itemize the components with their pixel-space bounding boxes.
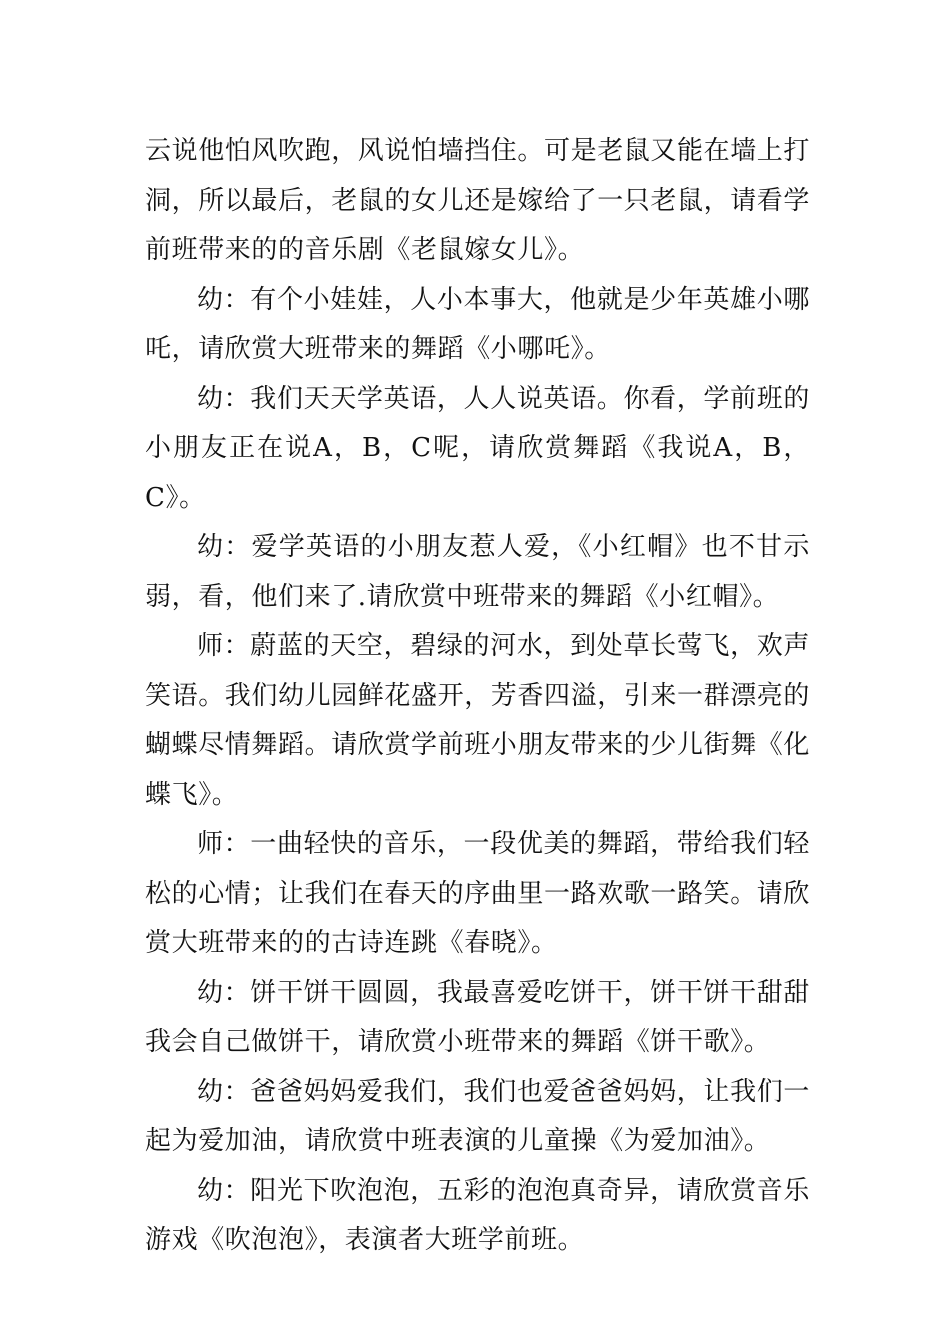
paragraph: 幼：阳光下吹泡泡，五彩的泡泡真奇异，请欣赏音乐游戏《吹泡泡》，表演者大班学前班。 [145,1175,810,1255]
document-body [145,127,810,1266]
paragraph: 幼：爸爸妈妈爱我们，我们也爱爸爸妈妈，让我们一起为爱加油，请欣赏中班表演的儿童操《为爱加油》。 [145,1076,810,1156]
paragraph: 幼：我们天天学英语，人人说英语。你看，学前班的小朋友正在说A，B，C呢，请欣赏舞蹈《我说A，B，C》。 [145,383,810,513]
paragraph: 师：一曲轻快的音乐，一段优美的舞蹈，带给我们轻松的心情；让我们在春天的序曲里一路欢歌一路笑。请欣赏大班带来的的古诗连跳《春晓》。 [145,829,811,958]
paragraph: 幼：饼干饼干圆圆，我最喜爱吃饼干，饼干饼干甜甜我会自己做饼干，请欣赏小班带来的舞蹈《饼干歌》。 [145,977,810,1057]
paragraph: 师：蔚蓝的天空，碧绿的河水，到处草长莺飞，欢声笑语。我们幼儿园鲜花盛开，芳香四溢，引来一群漂亮的蝴蝶尽情舞蹈。请欣赏学前班小朋友带来的少儿街舞《化蝶飞》。 [145,631,811,810]
paragraph: 幼：爱学英语的小朋友惹人爱，《小红帽》也不甘示弱，看，他们来了.请欣赏中班带来的舞蹈《小红帽》。 [145,532,810,612]
paragraph: 云说他怕风吹跑，风说怕墙挡住。可是老鼠又能在墙上打洞，所以最后，老鼠的女儿还是嫁给了一只老鼠，请看学前班带来的的音乐剧《老鼠嫁女儿》。 [145,136,811,265]
paragraph: 幼：有个小娃娃，人小本事大，他就是少年英雄小哪吒，请欣赏大班带来的舞蹈《小哪吒》。 [145,284,810,364]
